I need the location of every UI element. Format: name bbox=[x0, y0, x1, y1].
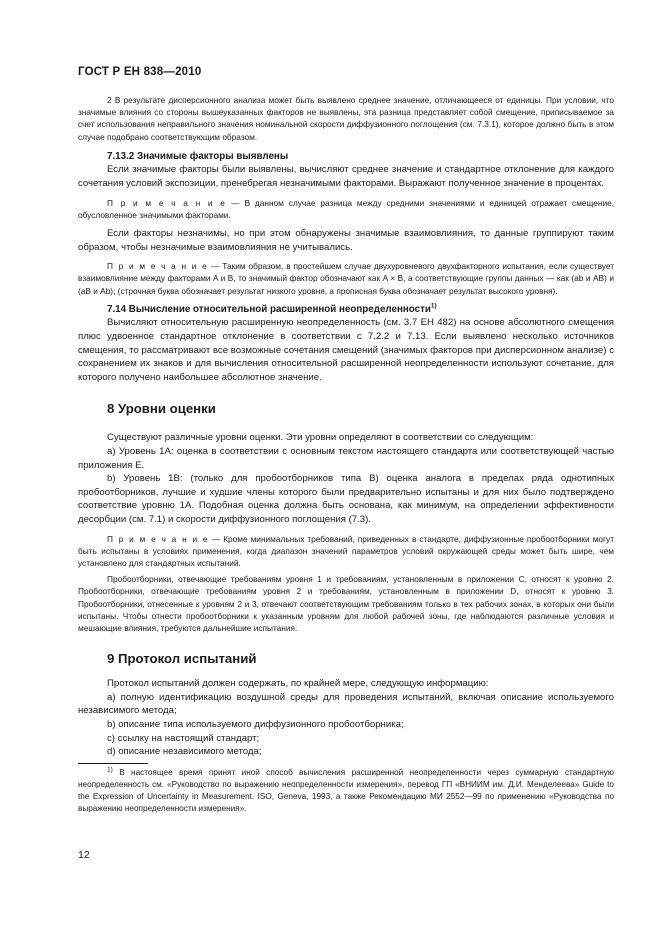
list-item: a) полную идентификацию воздушной среды для проведения испытаний, включая описание используемого независимого метода; bbox=[78, 691, 614, 717]
section-heading-9: 9 Протокол испытаний bbox=[107, 651, 257, 667]
footnote-text: В настоящее время принят иной способ вычисления расширенной неопределенности через суммарную стандартную неопределенность см. «Руководство по выражению неопределенности измерения», перевод ГП «ВНИИМ им. Д.И. Менделеева» Guide to the Expression of Uncertainty in Measurement. ISO, Geneva, 1993, а также Рекомендацию МИ 2552—99 по применению «Руководства по выражению неопределенности измерения». bbox=[78, 767, 614, 814]
footnote-divider bbox=[78, 763, 148, 764]
note-label: П р и м е ч а н и е bbox=[107, 197, 227, 208]
body-paragraph-small: Пробоотборники, отвечающие требованиям уровня 1 и требованиям, установленным в приложении С, относят к уровню 2. Пробоотборники, отвечающие требованиям уровня 2 и требованиям, установленным в приложении D, относят к уровню 3. Пробоотборники, отнесенные к уровням 2 и 3, отвечают соответствующим требованиям только в тех рабочих зонах, в которых они были испытаны. Чтобы отнести пробоотборники к указанным уровням для любой рабочей зоны, где наблюдаются различные условия и мешающие влияния, требуются дальнейшие испытания. bbox=[78, 574, 614, 633]
body-paragraph: Существуют различные уровни оценки. Эти уровни определяют в соответствии со следующим: bbox=[107, 432, 534, 444]
list-item: c) ссылку на настоящий стандарт; bbox=[107, 732, 260, 744]
list-item: b) описание типа используемого диффузионного пробоотборника; bbox=[107, 718, 404, 730]
section-heading-8: 8 Уровни оценки bbox=[107, 401, 216, 417]
note-text: — Таким образом, в простейшем случае двухуровневого двухфакторного испытания, если существует взаимовлияние между факторами A и B, то значимый фактор обозначают как A × B, а соответствующие группы данных — как (ab и AB) и (aB и Ab); (строчная буква обозначает результат низкого уровня, а прописная буква обозначает результат высокого уровня). bbox=[78, 261, 614, 296]
body-paragraph: Вычисляют относительную расширенную неопределенность (см. 3.7 ЕН 482) на основе абсолютного смещения плюс удвоенное стандартное отклонение в соответствии с 7.2.2 и 7.13. Если выявлено несколько источников смещения, то рассматривают все возможные сочетания смещений (значимых факторов при дисперсионном анализе) с сохранением их знаков и для вычисления относительной расширенной неопределенности используют сочетание, для которого получено наибольшее абсолютное значение. bbox=[78, 317, 614, 383]
note-text: — Кроме минимальных требований, приведенных в стандарте, диффузионные пробоотборники могут быть испытаны в условиях применения, когда диапазон значений параметров условий окружающей среды может быть шире, чем установлено для стандартных испытаний. bbox=[78, 533, 614, 568]
section-heading-7-13-2: 7.13.2 Значимые факторы выявлены bbox=[107, 150, 289, 162]
footnote-ref: 1) bbox=[430, 302, 437, 310]
section-title: 7.14 Вычисление относительной расширенной неопределенности bbox=[107, 303, 431, 315]
body-paragraph: Протокол испытаний должен содержать, по крайней мере, следующую информацию: bbox=[107, 678, 489, 690]
page-number: 12 bbox=[78, 849, 90, 861]
note-paragraph bbox=[78, 197, 614, 221]
list-item: d) описание независимого метода; bbox=[107, 746, 262, 758]
note-label: П р и м е ч а н и е bbox=[107, 533, 209, 544]
body-paragraph: Если факторы незначимы, но при этом обнаружены значимые взаимовлияния, то данные группируют таким образом, чтобы незначимые взаимовлияния не учитывались. bbox=[78, 228, 614, 253]
note-paragraph bbox=[78, 533, 614, 570]
note-paragraph bbox=[78, 260, 614, 297]
footnote bbox=[78, 767, 614, 816]
note-label: П р и м е ч а н и е bbox=[107, 261, 209, 272]
section-heading-7-14 bbox=[107, 303, 614, 317]
list-item: a) Уровень 1А: оценка в соответствии с основным текстом настоящего стандарта или соответствующей частью приложения Е. bbox=[78, 445, 614, 471]
body-paragraph: Если значимые факторы были выявлены, вычисляют среднее значение и стандартное отклонение для каждого сочетания условий экспозиции, пренебрегая незначимыми факторами. Выражают полученное значение в процентах. bbox=[78, 164, 614, 189]
list-item: b) Уровень 1В: (только для пробоотборников типа В) оценка аналога в пределах ряда однотипных пробоотборников, лучшие и худшие члены которого были предварительно испытаны и для них было подтверждено соответствие уровню 1А. Подобная оценка должна быть основана, как минимум, на определении эффективности десорбции (см. 7.1) и скорости диффузионного поглощения (7.3). bbox=[78, 473, 614, 525]
footnote-marker: 1) bbox=[107, 765, 113, 773]
note-paragraph: 2 В результате дисперсионного анализа может быть выявлено среднее значение, отличающееся от единицы. При условии, что значимые влияния со стороны вышеуказанных факторов не выявлены, эта разница представляет собой смещение, приписываемое за счет использования неправильного значения номинальной скорости диффузионного поглощения (см. 7.3.1), которое должно быть в этом случае подобрано соответствующим образом. bbox=[78, 95, 614, 142]
page-content bbox=[78, 94, 614, 816]
note-text: — В данном случае разница между средними значениями и единицей отражает смещение, обусловленное значимыми факторами. bbox=[78, 197, 614, 220]
document-header: ГОСТ Р ЕН 838—2010 bbox=[78, 66, 202, 78]
